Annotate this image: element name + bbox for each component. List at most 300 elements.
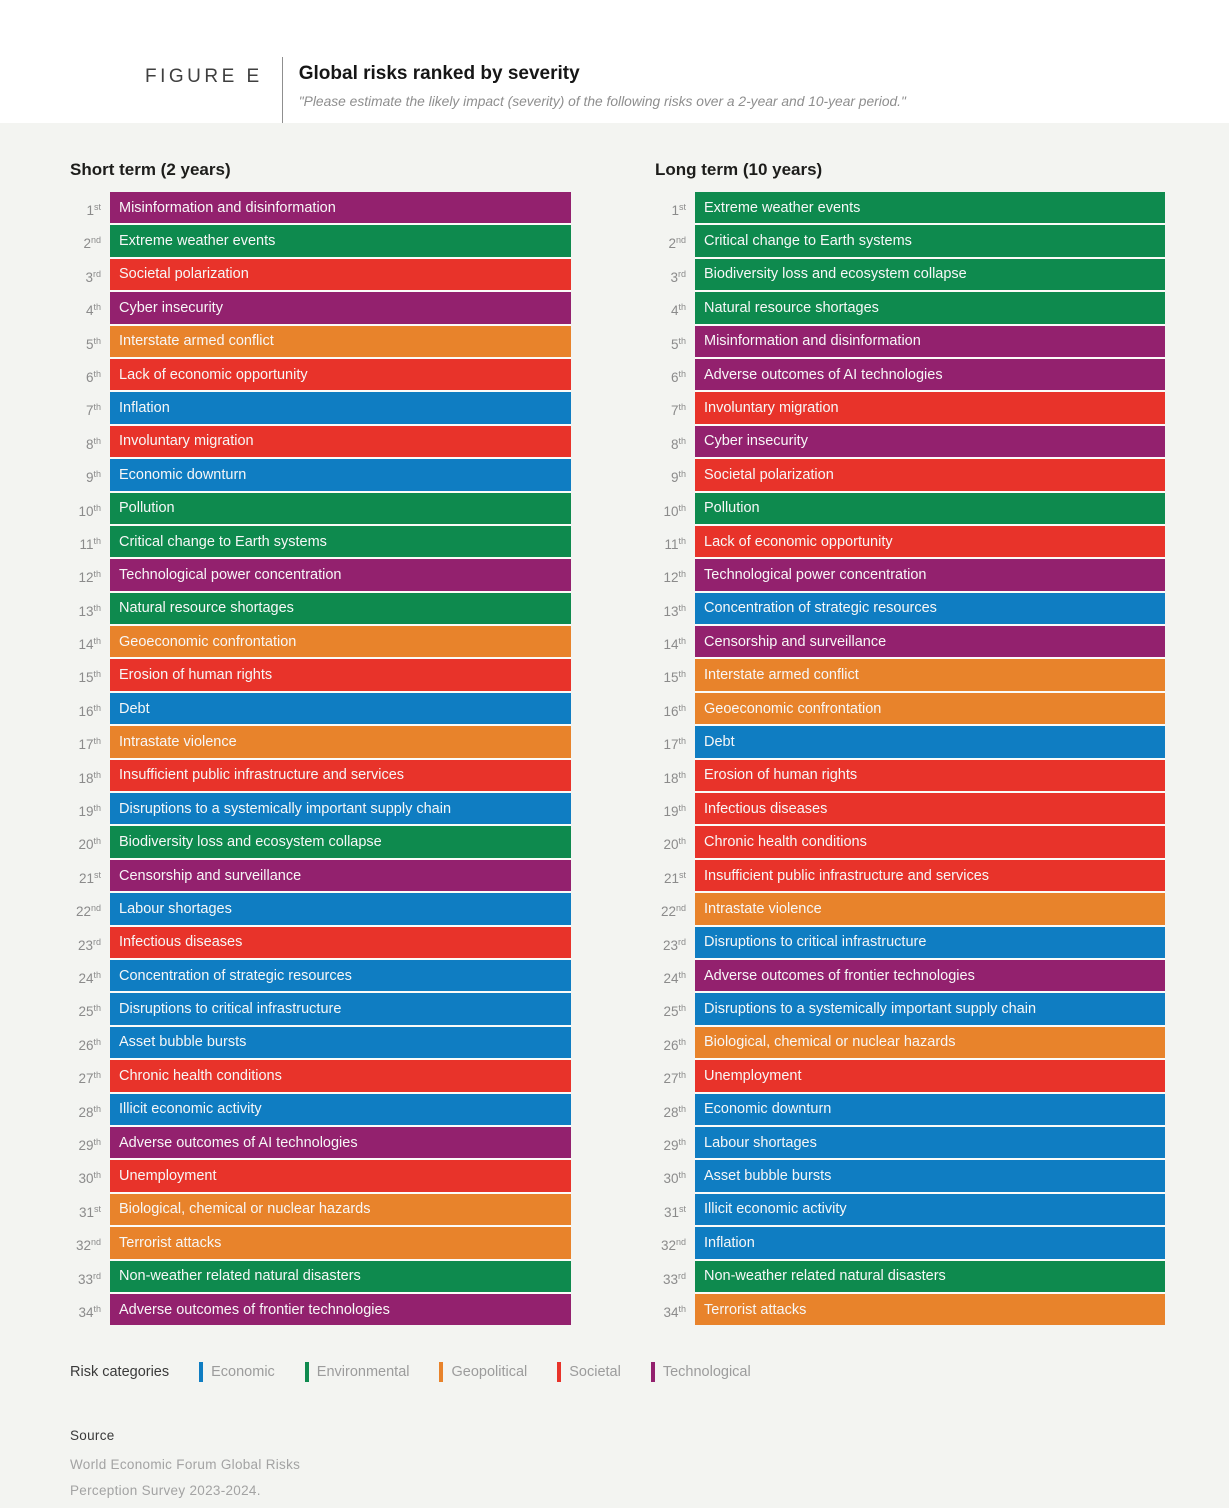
risk-bar xyxy=(110,1027,571,1058)
legend-color-tick xyxy=(439,1362,443,1382)
risk-rank: 24th xyxy=(78,969,101,986)
risk-label: Debt xyxy=(704,733,735,750)
risk-rank-ordinal: th xyxy=(678,502,686,513)
risk-rank: 27th xyxy=(78,1070,101,1087)
risk-row xyxy=(655,426,1165,457)
legend-item-societal xyxy=(557,1362,621,1382)
risk-rank: 33rd xyxy=(77,1270,101,1287)
risk-rank: 33rd xyxy=(662,1270,686,1287)
risk-row xyxy=(70,1060,571,1091)
risk-bar xyxy=(110,893,571,924)
risk-rank: 17th xyxy=(663,736,686,753)
risk-rank: 23rd xyxy=(77,936,101,953)
risk-label: Erosion of human rights xyxy=(704,767,858,784)
risk-rank-ordinal: th xyxy=(93,1136,101,1147)
risk-label: Misinformation and disinformation xyxy=(119,199,336,216)
risk-rank-ordinal: st xyxy=(678,202,686,212)
risk-rank-ordinal: th xyxy=(93,1036,101,1047)
risk-rank: 29th xyxy=(663,1136,686,1153)
risk-categories-legend xyxy=(70,1361,781,1383)
risk-row xyxy=(655,927,1165,958)
header-divider xyxy=(282,57,283,123)
risk-row xyxy=(70,993,571,1024)
risk-rank-ordinal: th xyxy=(678,669,686,680)
risk-bar xyxy=(110,626,571,657)
risk-row xyxy=(655,225,1165,256)
risk-rank-ordinal: rd xyxy=(677,268,686,279)
risk-bar xyxy=(695,192,1165,223)
risk-label: Interstate armed conflict xyxy=(119,333,274,350)
risk-rank-ordinal: th xyxy=(678,803,686,814)
risk-label: Critical change to Earth systems xyxy=(704,233,912,250)
risk-row xyxy=(655,593,1165,624)
risk-label: Intrastate violence xyxy=(119,733,237,750)
legend-label: Economic xyxy=(211,1364,275,1380)
risk-row xyxy=(70,1194,571,1225)
risk-row xyxy=(70,893,571,924)
risk-rank-ordinal: th xyxy=(678,569,686,580)
risk-row xyxy=(655,893,1165,924)
risk-label: Non-weather related natural disasters xyxy=(119,1268,361,1285)
risk-label: Adverse outcomes of frontier technologies xyxy=(704,967,975,984)
risk-row xyxy=(655,526,1165,557)
risk-list-long-term xyxy=(655,192,1165,1325)
risk-row xyxy=(655,993,1165,1024)
risk-row xyxy=(70,493,571,524)
risk-row xyxy=(70,392,571,423)
risk-row xyxy=(70,626,571,657)
risk-bar xyxy=(695,1294,1165,1325)
risk-rank-ordinal: nd xyxy=(675,235,686,246)
risk-row xyxy=(70,693,571,724)
risk-rank-ordinal: th xyxy=(93,502,101,513)
risk-row xyxy=(70,860,571,891)
risk-bar xyxy=(110,760,571,791)
risk-label: Interstate armed conflict xyxy=(704,667,859,684)
risk-bar xyxy=(110,693,571,724)
risk-row xyxy=(70,526,571,557)
risk-rank: 7th xyxy=(85,402,101,419)
risk-label: Terrorist attacks xyxy=(704,1301,807,1318)
risk-list-short-term xyxy=(70,192,571,1325)
risk-row xyxy=(655,259,1165,290)
risk-rank: 16th xyxy=(663,702,686,719)
risk-row xyxy=(655,1127,1165,1158)
risk-row xyxy=(655,826,1165,857)
risk-rank-ordinal: th xyxy=(93,602,101,613)
risk-rank: 22nd xyxy=(660,903,686,920)
risk-rank-ordinal: th xyxy=(93,769,101,780)
risk-label: Natural resource shortages xyxy=(119,600,294,617)
risk-rank: 2nd xyxy=(83,235,101,252)
risk-bar xyxy=(110,526,571,557)
risk-row xyxy=(70,292,571,323)
risk-row xyxy=(70,927,571,958)
risk-rank-ordinal: st xyxy=(678,869,686,880)
risk-rank: 7th xyxy=(670,402,686,419)
risk-rank: 11th xyxy=(664,535,686,552)
risk-bar xyxy=(110,1261,571,1292)
risk-row xyxy=(70,593,571,624)
risk-rank: 26th xyxy=(78,1036,101,1053)
risk-rank-ordinal: th xyxy=(93,469,101,480)
risk-label: Labour shortages xyxy=(119,900,232,917)
risk-row xyxy=(655,626,1165,657)
risk-rank: 5th xyxy=(85,335,101,352)
risk-row xyxy=(655,1027,1165,1058)
risk-rank: 18th xyxy=(663,769,686,786)
risk-bar xyxy=(110,927,571,958)
risk-bar xyxy=(695,426,1165,457)
figure-label: FIGURE E xyxy=(145,66,263,87)
risk-rank-ordinal: th xyxy=(93,969,101,980)
figure-subtitle: "Please estimate the likely impact (severity) of the following risks over a 2-year and 10-year period." xyxy=(298,94,906,109)
risk-rank: 34th xyxy=(663,1303,686,1320)
source-line: Perception Survey 2023-2024. xyxy=(70,1483,261,1498)
risk-label: Adverse outcomes of AI technologies xyxy=(119,1134,358,1151)
risk-rank: 8th xyxy=(670,435,686,452)
risk-rank-ordinal: rd xyxy=(677,1270,686,1281)
risk-rank: 27th xyxy=(663,1070,686,1087)
risk-bar xyxy=(695,659,1165,690)
risk-row xyxy=(70,793,571,824)
risk-row xyxy=(655,1294,1165,1325)
legend-item-technological xyxy=(651,1362,751,1382)
risk-row xyxy=(655,1261,1165,1292)
risk-label: Infectious diseases xyxy=(119,934,243,951)
risk-label: Natural resource shortages xyxy=(704,299,879,316)
risk-rank-ordinal: th xyxy=(678,1136,686,1147)
risk-rank: 23rd xyxy=(662,936,686,953)
risk-bar xyxy=(695,893,1165,924)
risk-bar xyxy=(695,1094,1165,1125)
risk-rank: 12th xyxy=(663,569,686,586)
risk-bar xyxy=(695,1160,1165,1191)
legend-label: Environmental xyxy=(316,1364,410,1380)
risk-row xyxy=(655,760,1165,791)
risk-rank: 9th xyxy=(670,469,686,486)
risk-row xyxy=(70,659,571,690)
risk-label: Unemployment xyxy=(119,1168,217,1185)
risk-bar xyxy=(695,459,1165,490)
risk-rank: 6th xyxy=(670,368,686,385)
risk-label: Extreme weather events xyxy=(119,233,276,250)
risk-label: Concentration of strategic resources xyxy=(119,967,352,984)
risk-bar xyxy=(110,259,571,290)
risk-bar xyxy=(695,559,1165,590)
risk-bar xyxy=(110,659,571,690)
risk-row xyxy=(70,326,571,357)
risk-row xyxy=(655,659,1165,690)
risk-label: Cyber insecurity xyxy=(704,433,808,450)
risk-row xyxy=(655,392,1165,423)
risk-row xyxy=(655,1160,1165,1191)
risk-rank-ordinal: nd xyxy=(90,1237,101,1248)
risk-label: Biodiversity loss and ecosystem collapse xyxy=(119,834,382,851)
risk-label: Technological power concentration xyxy=(119,566,342,583)
risk-bar xyxy=(110,593,571,624)
risk-rank-ordinal: th xyxy=(678,1303,686,1314)
risk-row xyxy=(70,760,571,791)
risk-bar xyxy=(695,326,1165,357)
column-long-term xyxy=(655,160,1165,1327)
risk-label: Lack of economic opportunity xyxy=(119,366,308,383)
risk-bar xyxy=(695,359,1165,390)
risk-rank-ordinal: th xyxy=(93,836,101,847)
risk-bar xyxy=(110,1094,571,1125)
risk-bar xyxy=(695,1194,1165,1225)
risk-bar xyxy=(695,1027,1165,1058)
risk-rank-ordinal: st xyxy=(93,869,101,880)
risk-label: Adverse outcomes of AI technologies xyxy=(704,366,943,383)
risk-label: Illicit economic activity xyxy=(704,1201,847,1218)
risk-label: Disruptions to a systemically important supply chain xyxy=(704,1001,1037,1018)
legend-label: Technological xyxy=(662,1364,751,1380)
risk-rank-ordinal: st xyxy=(93,1203,101,1214)
risk-label: Insufficient public infrastructure and services xyxy=(704,867,990,884)
risk-rank: 30th xyxy=(663,1170,686,1187)
risk-rank-ordinal: nd xyxy=(675,903,686,914)
risk-rank-ordinal: th xyxy=(678,702,686,713)
risk-label: Asset bubble bursts xyxy=(704,1168,832,1185)
risk-row xyxy=(655,693,1165,724)
legend-item-environmental xyxy=(305,1362,410,1382)
risk-bar xyxy=(695,593,1165,624)
risk-label: Involuntary migration xyxy=(704,400,839,417)
risk-rank: 25th xyxy=(78,1003,101,1020)
risk-row xyxy=(655,960,1165,991)
risk-label: Cyber insecurity xyxy=(119,299,223,316)
risk-rank-ordinal: nd xyxy=(90,903,101,914)
risk-bar xyxy=(695,526,1165,557)
column-title-short-term: Short term (2 years) xyxy=(70,160,231,179)
risk-bar xyxy=(695,1060,1165,1091)
risk-row xyxy=(655,493,1165,524)
risk-label: Censorship and surveillance xyxy=(704,633,887,650)
risk-rank-ordinal: th xyxy=(93,636,101,647)
risk-rank-ordinal: th xyxy=(678,335,686,346)
risk-row xyxy=(70,826,571,857)
risk-rank-ordinal: th xyxy=(93,368,101,379)
risk-label: Insufficient public infrastructure and services xyxy=(119,767,405,784)
risk-rank-ordinal: rd xyxy=(92,936,101,947)
risk-row xyxy=(70,225,571,256)
risk-label: Disruptions to critical infrastructure xyxy=(704,934,927,951)
risk-label: Geoeconomic confrontation xyxy=(119,633,297,650)
risk-row xyxy=(70,1127,571,1158)
risk-bar xyxy=(695,693,1165,724)
risk-rank: 4th xyxy=(670,302,686,319)
legend-color-tick xyxy=(557,1362,561,1382)
risk-label: Economic downturn xyxy=(119,466,247,483)
risk-rank-ordinal: th xyxy=(93,736,101,747)
risk-rank: 2nd xyxy=(668,235,686,252)
risk-rank-ordinal: th xyxy=(93,335,101,346)
risk-rank: 16th xyxy=(78,702,101,719)
risk-label: Intrastate violence xyxy=(704,900,822,917)
risk-row xyxy=(70,559,571,590)
risk-rank: 1st xyxy=(671,202,686,218)
risk-rank: 15th xyxy=(663,669,686,686)
risk-bar xyxy=(110,1294,571,1325)
risk-label: Economic downturn xyxy=(704,1101,832,1118)
risk-row xyxy=(655,326,1165,357)
risk-bar xyxy=(695,960,1165,991)
risk-rank-ordinal: th xyxy=(93,1003,101,1014)
risk-rank-ordinal: st xyxy=(678,1203,686,1214)
risk-bar xyxy=(110,1127,571,1158)
risk-label: Chronic health conditions xyxy=(119,1067,282,1084)
column-short-term xyxy=(70,160,571,1327)
risk-rank: 28th xyxy=(663,1103,686,1120)
risk-rank-ordinal: th xyxy=(678,1170,686,1181)
risk-bar xyxy=(695,760,1165,791)
risk-rank: 3rd xyxy=(85,268,101,285)
risk-bar xyxy=(110,192,571,223)
risk-label: Biological, chemical or nuclear hazards xyxy=(704,1034,956,1051)
risk-rank: 21st xyxy=(78,869,101,886)
risk-bar xyxy=(110,1160,571,1191)
risk-bar xyxy=(110,826,571,857)
risk-rank: 5th xyxy=(670,335,686,352)
risk-bar xyxy=(110,559,571,590)
risk-row xyxy=(655,559,1165,590)
risk-row xyxy=(70,192,571,223)
risk-bar xyxy=(110,1194,571,1225)
risk-bar xyxy=(110,292,571,323)
risk-rank-ordinal: th xyxy=(93,535,101,546)
risk-label: Technological power concentration xyxy=(704,566,927,583)
risk-label: Non-weather related natural disasters xyxy=(704,1268,946,1285)
source-line: World Economic Forum Global Risks xyxy=(70,1457,301,1472)
risk-rank-ordinal: th xyxy=(93,702,101,713)
risk-label: Biodiversity loss and ecosystem collapse xyxy=(704,266,967,283)
risk-rank-ordinal: th xyxy=(93,1103,101,1114)
risk-rank-ordinal: th xyxy=(93,803,101,814)
risk-rank-ordinal: th xyxy=(93,435,101,446)
risk-row xyxy=(70,726,571,757)
risk-rank-ordinal: th xyxy=(93,302,101,313)
risk-bar xyxy=(110,993,571,1024)
risk-bar xyxy=(110,326,571,357)
risk-rank: 13th xyxy=(78,602,101,619)
risk-label: Infectious diseases xyxy=(704,800,828,817)
risk-label: Chronic health conditions xyxy=(704,834,867,851)
risk-rank-ordinal: th xyxy=(678,602,686,613)
risk-row xyxy=(655,860,1165,891)
risk-rank: 29th xyxy=(78,1136,101,1153)
risk-rank-ordinal: th xyxy=(678,636,686,647)
risk-rank: 25th xyxy=(663,1003,686,1020)
risk-rank-ordinal: th xyxy=(678,302,686,313)
risk-rank-ordinal: th xyxy=(678,402,686,413)
risk-label: Critical change to Earth systems xyxy=(119,533,327,550)
risk-rank-ordinal: th xyxy=(678,368,686,379)
risk-label: Societal polarization xyxy=(119,266,249,283)
risk-rank: 13th xyxy=(663,602,686,619)
risk-bar xyxy=(695,860,1165,891)
risk-label: Disruptions to a systemically important supply chain xyxy=(119,800,452,817)
risk-rank: 21st xyxy=(663,869,686,886)
risk-rank: 14th xyxy=(663,636,686,653)
risk-rank-ordinal: th xyxy=(678,769,686,780)
column-title-long-term: Long term (10 years) xyxy=(655,160,823,179)
risk-rank: 32nd xyxy=(660,1237,686,1254)
risk-bar xyxy=(695,826,1165,857)
risk-label: Misinformation and disinformation xyxy=(704,333,921,350)
risk-label: Asset bubble bursts xyxy=(119,1034,247,1051)
risk-row xyxy=(70,1160,571,1191)
risk-bar xyxy=(110,392,571,423)
risk-rank: 1st xyxy=(86,202,101,218)
risk-rank: 28th xyxy=(78,1103,101,1120)
risk-rank: 26th xyxy=(663,1036,686,1053)
risk-rank: 3rd xyxy=(670,268,686,285)
risk-label: Societal polarization xyxy=(704,466,834,483)
legend-item-economic xyxy=(199,1362,275,1382)
risk-bar xyxy=(695,225,1165,256)
risk-row xyxy=(655,1094,1165,1125)
risk-label: Involuntary migration xyxy=(119,433,254,450)
risk-label: Pollution xyxy=(119,500,175,517)
risk-rank: 31st xyxy=(78,1203,101,1220)
risk-rank: 6th xyxy=(85,368,101,385)
risk-row xyxy=(655,1227,1165,1258)
figure-header xyxy=(145,57,906,123)
legend-label: Geopolitical xyxy=(451,1364,528,1380)
risk-label: Geoeconomic confrontation xyxy=(704,700,882,717)
risk-bar xyxy=(110,960,571,991)
risk-rank: 12th xyxy=(78,569,101,586)
risk-row xyxy=(70,960,571,991)
risk-label: Biological, chemical or nuclear hazards xyxy=(119,1201,371,1218)
risk-label: Unemployment xyxy=(704,1067,802,1084)
legend-color-tick xyxy=(651,1362,655,1382)
risk-bar xyxy=(695,793,1165,824)
risk-bar xyxy=(695,493,1165,524)
risk-label: Disruptions to critical infrastructure xyxy=(119,1001,342,1018)
figure-title: Global risks ranked by severity xyxy=(298,63,580,84)
legend-label: Societal xyxy=(569,1364,621,1380)
risk-rank-ordinal: th xyxy=(93,569,101,580)
risk-rank-ordinal: th xyxy=(678,435,686,446)
risk-bar xyxy=(695,392,1165,423)
risk-rank-ordinal: th xyxy=(93,402,101,413)
risk-label: Lack of economic opportunity xyxy=(704,533,893,550)
risk-bar xyxy=(695,1261,1165,1292)
risk-label: Illicit economic activity xyxy=(119,1101,262,1118)
risk-bar xyxy=(110,1060,571,1091)
risk-rank: 24th xyxy=(663,969,686,986)
risk-row xyxy=(70,426,571,457)
risk-row xyxy=(655,1194,1165,1225)
risk-rank-ordinal: nd xyxy=(675,1237,686,1248)
risk-rank: 11th xyxy=(79,535,101,552)
risk-bar xyxy=(110,426,571,457)
risk-bar xyxy=(110,793,571,824)
risk-rank: 20th xyxy=(663,836,686,853)
risk-rank: 14th xyxy=(78,636,101,653)
risk-rank-ordinal: th xyxy=(678,535,686,546)
legend-color-tick xyxy=(199,1362,203,1382)
risk-bar xyxy=(695,1227,1165,1258)
risk-row xyxy=(655,292,1165,323)
risk-label: Concentration of strategic resources xyxy=(704,600,937,617)
risk-rank-ordinal: th xyxy=(678,1070,686,1081)
legend-item-geopolitical xyxy=(439,1362,527,1382)
risk-label: Adverse outcomes of frontier technologies xyxy=(119,1301,390,1318)
risk-rank-ordinal: th xyxy=(93,669,101,680)
